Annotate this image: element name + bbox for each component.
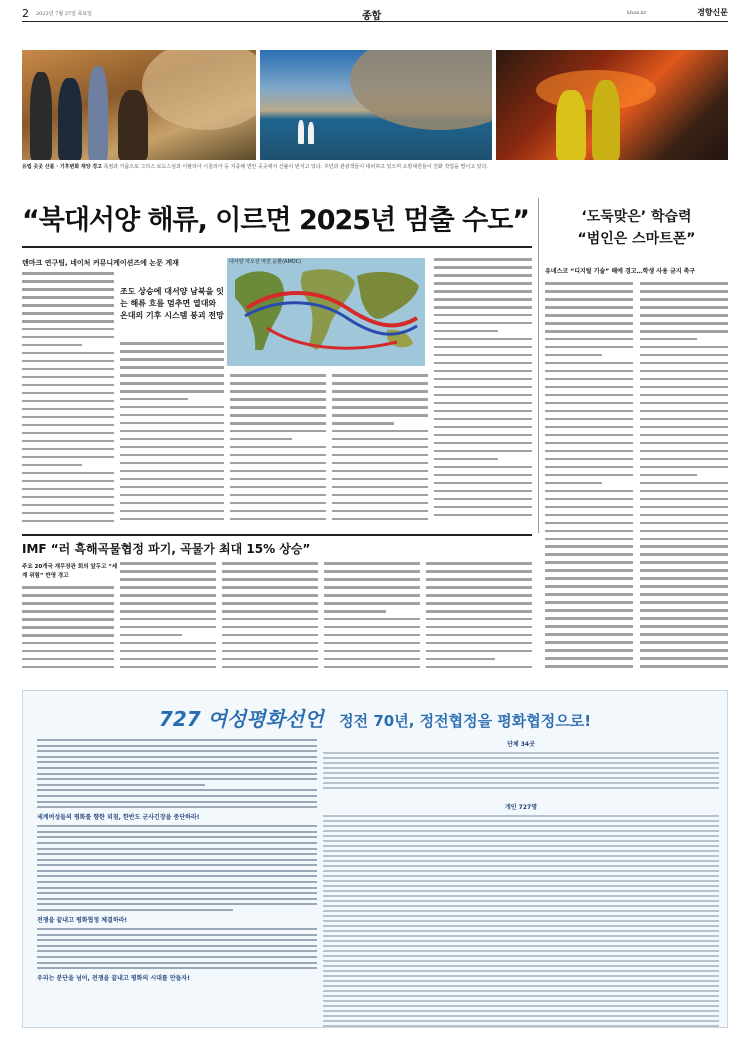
ad-heading-3: 우리는 분단을 넘어, 전쟁을 끝내고 평화의 시대를 만들자! [37,975,190,983]
ad-title-main: 727 여성평화선언 [158,707,324,731]
ad-heading-1: 세계여성들의 평화를 향한 외침, 한반도 군사긴장을 중단하라! [37,814,200,822]
section-title: 종합 [362,11,382,22]
body-column [222,562,318,678]
wildfire-photo-beach [260,50,492,160]
body-column [120,342,224,530]
ad-statement [37,739,317,986]
body-column [545,282,633,678]
ad-heading-2: 전쟁을 끝내고 평화협정 체결하라! [37,917,128,925]
body-column [324,562,420,678]
ad-section-people: 개인 727명 [504,804,537,811]
photo-caption [22,163,728,171]
ad-title-sub: 정전 70년, 정전협정을 평화협정으로! [339,712,592,730]
ad-title [23,703,727,732]
body-column [426,562,532,678]
body-column [120,562,216,678]
headline-smartphone-line2: “범인은 스마트폰” [577,231,696,247]
subhead-smartphone: 유네스코 “디지털 기술” 해에 경고…학생 사용 금지 촉구 [545,268,696,275]
body-column [230,374,326,530]
amoc-map [227,258,425,366]
body-column [332,374,428,530]
headline-smartphone [545,206,728,250]
subhead-atlantic: 덴마크 연구팀, 네이처 커뮤니케이션즈에 논문 게재 [22,259,179,267]
ad-section-orgs: 단체 34곳 [507,741,535,748]
body-column [434,258,532,530]
caption-title: 유럽 곳곳 산불 · 기후변화 재앙 경고 [22,164,102,170]
wildfire-photo-firefighters [496,50,728,160]
peace-declaration-ad [22,690,728,1028]
map-title: 대서양 자오선 역전 순환(AMOC) [229,259,302,265]
body-column [22,272,114,530]
site-url: khan.kr [627,10,647,16]
column-divider [538,198,539,533]
masthead [22,6,728,22]
page-number: 2 [22,7,29,20]
paper-name: 경향신문 [697,7,728,17]
body-column [640,282,728,678]
pull-quote: 조도 상승에 대서양 남북을 잇는 해류 흐름 멈추면 열대와 온대의 기후 시스템 붕괴 전망 [120,287,224,320]
headline-imf-grain: IMF “러 흑해곡물협정 파기, 곡물가 최대 15% 상승” [22,542,311,556]
issue-date: 2023년 7월 27일 목요일 [36,11,93,17]
body-column [22,586,114,678]
ad-signatories [323,739,719,1028]
headline-atlantic-current: “북대서양 해류, 이르면 2025년 멈출 수도” [22,205,530,236]
world-map-graphic [227,258,425,366]
headline-smartphone-line1: ‘도둑맞은’ 학습력 [581,209,692,225]
caption-text: 폭염과 가뭄으로 그리스 로도스섬과 이탈리아 시칠리아 등 지중해 연안 곳곳에서 산불이 번지고 있다. 주민과 관광객들이 대피하고 있으며 소방대원들이 진화 작업을 벌이고 있다. [103,164,488,170]
divider [22,246,532,248]
subhead-imf: 주요 20개국 재무장관 회의 앞두고 “세계 위험” 반영 경고 [22,564,118,579]
divider [22,534,532,536]
wildfire-photo-residents [22,50,256,160]
